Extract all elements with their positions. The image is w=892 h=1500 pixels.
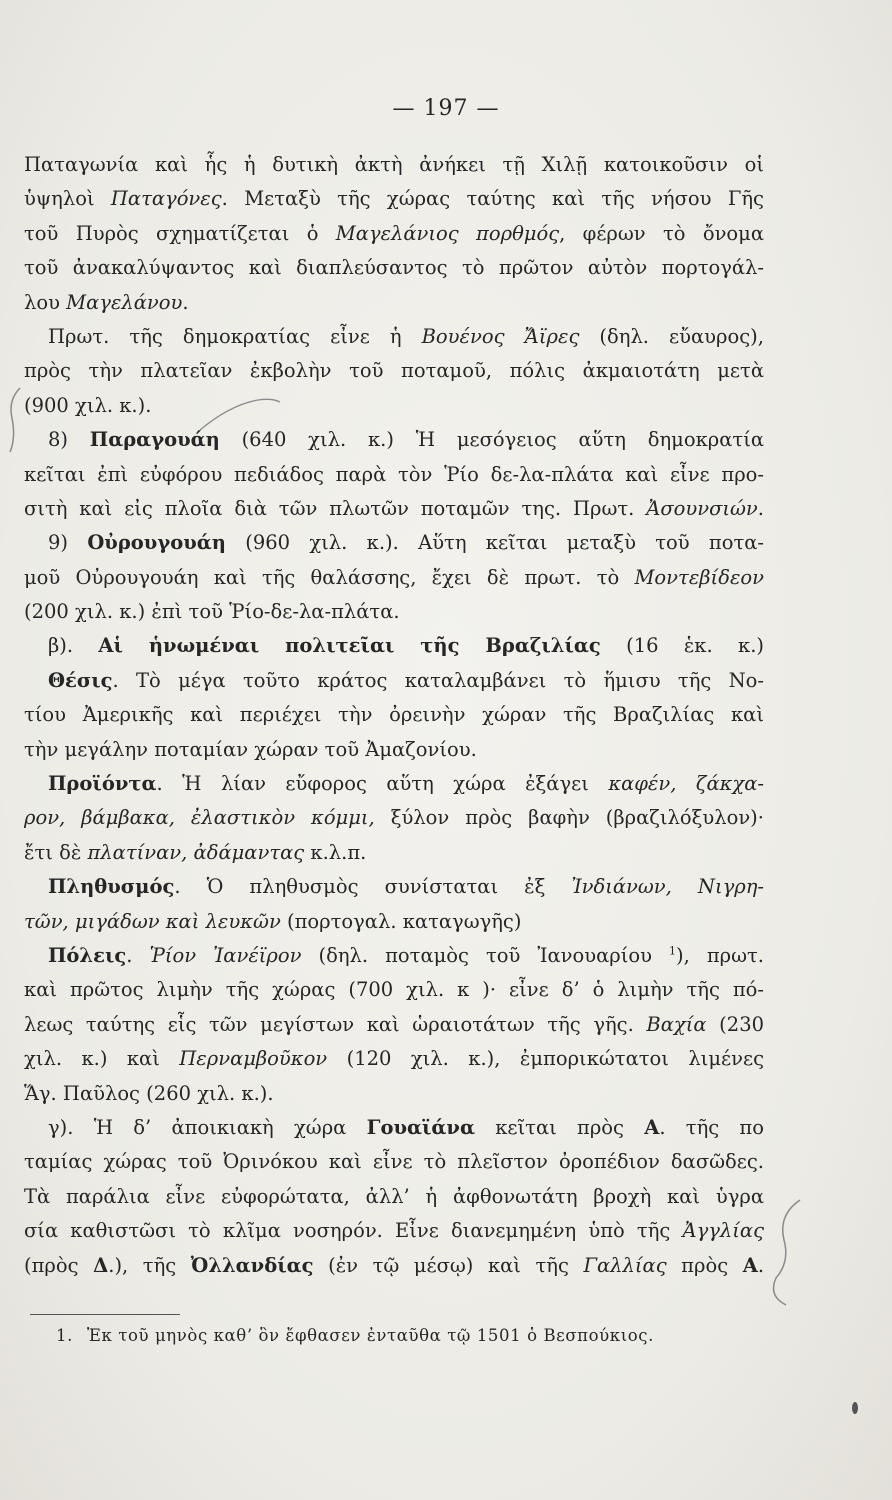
italic-term: Ἀγγλίας [682,1219,764,1243]
italic-term: Ῥίον Ἰανέϊρον [149,943,302,967]
italic-term: Μοντεβίδεον [634,565,764,589]
text-run: (16 ἑκ. κ.) [600,634,764,658]
text-run: λεως ταύτης εἷς τῶν μεγίστων καὶ ὡραιοτάτων τῆς γῆς. [24,1012,647,1036]
bold-term: Οὐρουγουάη [87,531,226,555]
text-run: . Ὁ πληθυσμὸς συνίσταται ἐξ [174,875,572,899]
text-run: . τῆς πο [659,1115,764,1139]
text-run: (960 χιλ. κ.). Αὕτη κεῖται μεταξὺ τοῦ ποτα- [225,531,764,555]
text-run: σία καθιστῶσι τὸ κλῖμα νοσηρόν. Εἶνε διανεμημένη ὑπὸ τῆς [24,1219,683,1243]
text-run: σιτὴ καὶ εἰς πλοῖα διὰ τῶν πλωτῶν ποταμῶν της. Πρωτ. [24,496,647,520]
footnote-text: Ἐκ τοῦ μηνὸς καθ’ ὃν ἔφθασεν ἐνταῦθα τῷ 1501 ὁ Βεσπούκιος. [86,1326,654,1345]
text-run: ), πρωτ. [676,943,764,967]
italic-term: Βαχία [646,1012,707,1036]
bold-term: Πληθυσμός [48,875,175,899]
text-run: καὶ πρῶτος λιμὴν τῆς χώρας (700 χιλ. κ )· εἶνε δ’ ὁ λιμὴν τῆς πό- [24,978,764,1002]
text-run: . Τὸ μέγα τοῦτο κράτος καταλαμβάνει τὸ ἥμισυ τῆς Νο- [112,668,764,692]
italic-term: Γαλλίας [583,1253,667,1277]
text-run: κεῖται ἐπὶ εὐφόρου πεδιάδος παρὰ τὸν Ῥίο δε-λα-πλάτα καὶ εἶνε προ- [24,462,764,486]
bold-term: Ὀλλανδίας [190,1253,314,1277]
italic-term: καφέν, ζάκχα- [608,772,764,796]
footnote-number: 1. [56,1326,73,1345]
text-run: (ἐν τῷ μέσῳ) καὶ τῆς [313,1253,584,1277]
italic-term: Ἰνδιάνων, Νιγρη- [571,875,764,899]
bold-term: Προϊόντα [48,772,157,796]
bold-term: Θέσις [48,668,113,692]
italic-term: τῶν, μιγάδων καὶ λευκῶν [24,909,281,933]
text-run: .), τῆς [108,1253,191,1277]
text-run: ταμίας χώρας τοῦ Ὀρινόκου καὶ εἶνε τὸ πλεῖστον ὀροπέδιον δασῶδες. [24,1150,764,1174]
italic-term: Παταγόνες [110,187,222,211]
text-run: (120 χιλ. κ.), ἐμπορικώτατοι λιμένες [327,1047,764,1071]
bold-term: Α [742,1253,758,1277]
text-run: χιλ. κ.) καὶ [24,1047,180,1071]
text-run: (230 [706,1012,764,1036]
ink-spot [852,1402,858,1414]
italic-term: Ἀσουνσιών [646,496,758,520]
text-run: μοῦ Οὐρουγουάη καὶ τῆς θαλάσσης, ἔχει δὲ πρωτ. τὸ [24,565,635,589]
text-run: Πρωτ. τῆς δημοκρατίας εἶνε ἡ [48,324,422,348]
text-run: . [126,943,150,967]
bold-term: Α [644,1115,660,1139]
page-number: — 197 — [392,96,500,121]
text-run: . [757,496,764,520]
text-run: λου [24,290,67,314]
text-run: Παταγωνία καὶ ἧς ἡ δυτικὴ ἀκτὴ ἀνήκει τῇ Χιλῇ κατοικοῦσιν οἱ [24,153,764,176]
bold-term: Πόλεις [48,943,127,967]
text-run: (δηλ. ποταμὸς τοῦ Ἰανουαρίου [301,943,670,967]
text-run: , φέρων τὸ ὄνομα [559,221,764,245]
text-run: ἔτι δὲ [24,840,88,864]
bold-term: Δ [93,1253,109,1277]
text-run: . [182,290,189,314]
italic-term: Μαγελάνιος πορθμός [335,221,560,245]
text-run: β). [48,634,99,658]
italic-term: Περναμβοῦκον [179,1047,328,1071]
text-run: ὑψηλοὶ [24,187,111,211]
footnote-ref: 1 [669,944,677,958]
text-run: 8) [48,428,90,452]
text-run: τοῦ Πυρὸς σχηματίζεται ὁ [24,221,336,245]
underline-pencil-mark [200,399,280,430]
text-run: (640 χιλ. κ.) Ἡ μεσόγειος αὕτη δημοκρατία [219,428,764,452]
text-run: Ἅγ. Παῦλος (260 χιλ. κ.). [24,1081,274,1105]
text-run: κεῖται πρὸς [474,1115,645,1139]
text-run: (πορτογαλ. καταγωγῆς) [280,909,522,933]
text-run: (200 χιλ. κ.) ἐπὶ τοῦ Ῥίο-δε-λα-πλάτα. [24,600,400,624]
italic-term: πλατίναν, ἀδάμαντας [87,840,305,864]
text-run: (δηλ. εὔαυρος), [579,324,764,348]
italic-term: Μαγελάνου [66,290,183,314]
text-run: . Ἡ λίαν εὔφορος αὕτη χώρα ἐξάγει [156,772,609,796]
left-margin-pencil-mark [10,388,20,452]
text-run: κ.λ.π. [304,840,367,864]
bold-term: Αἱ ἡνωμέναι πολιτεῖαι τῆς Βραζιλίας [98,634,601,658]
italic-term: Βουένος Ἄϊρες [421,324,580,348]
text-run: 9) [48,531,88,555]
text-run: πρὸς [666,1253,743,1277]
text-run: . Μεταξὺ τῆς χώρας ταύτης καὶ τῆς νήσου Γῆς [221,187,764,211]
text-run: ξύλον πρὸς βαφὴν (βραζιλόξυλον)· [374,806,764,830]
bold-term: Γουαϊάνα [366,1115,475,1139]
text-run: (πρὸς [24,1253,94,1277]
right-margin-pencil-mark [774,1200,800,1305]
text-run: . [757,1253,764,1277]
bold-term: Παραγουάη [89,428,220,452]
text-run: τίου Ἀμερικῆς καὶ περιέχει τὴν ὀρεινὴν χώραν τῆς Βραζιλίας καὶ [24,703,764,727]
text-run: πρὸς τὴν πλατεῖαν ἐκβολὴν τοῦ ποταμοῦ, πόλις ἀκμαιοτάτη μετὰ [24,359,764,383]
text-run: τὴν μεγάλην ποταμίαν χώραν τοῦ Ἀμαζονίου. [24,737,477,761]
text-run: (900 χιλ. κ.). [24,393,152,417]
text-run: γ). Ἡ δ’ ἀποικιακὴ χώρα [48,1115,367,1139]
italic-term: ρον, βάμβακα, ἐλαστικὸν κόμμι, [24,806,375,830]
text-run: τοῦ ἀνακαλύψαντος καὶ διαπλεύσαντος τὸ πρῶτον αὐτὸν πορτογάλ- [24,256,764,280]
text-run: Τὰ παράλια εἶνε εὐφορώτατα, ἀλλ’ ἡ ἀφθονωτάτη βροχὴ καὶ ὑγρα [24,1184,764,1208]
